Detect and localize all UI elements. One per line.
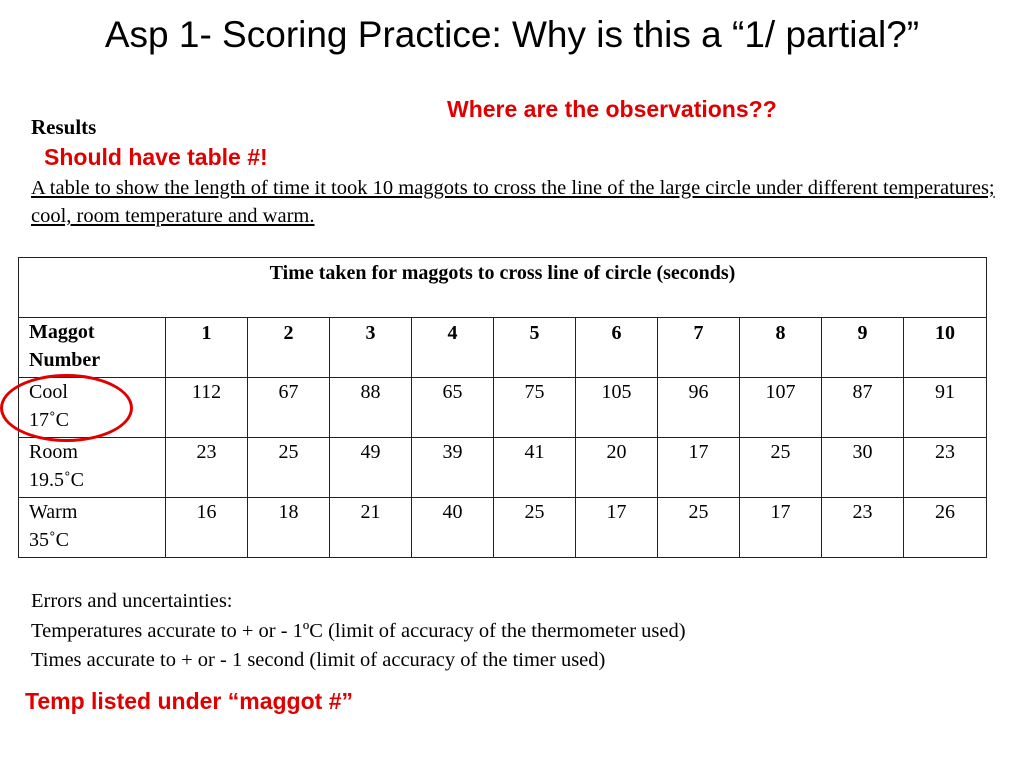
row-label-cell [19, 438, 166, 498]
row-header-label-line-2: Number [29, 349, 101, 371]
table-cell: 49 [330, 438, 412, 498]
table-row-room [19, 438, 987, 498]
table-cell: 112 [166, 378, 248, 438]
table-cell: 96 [658, 378, 740, 438]
table-cell: 67 [248, 378, 330, 438]
results-table [18, 257, 987, 558]
table-cell: 18 [248, 498, 330, 558]
table-cell: 20 [576, 438, 658, 498]
column-header: 6 [576, 318, 658, 378]
column-header: 8 [740, 318, 822, 378]
errors-section [31, 587, 686, 676]
row-label-line-2: 35˚C [29, 529, 69, 551]
table-number-annotation: Should have table #! [44, 144, 268, 170]
table-cell: 23 [822, 498, 904, 558]
table-cell: 17 [740, 498, 822, 558]
table-cell: 75 [494, 378, 576, 438]
results-heading: Results [31, 115, 97, 139]
column-header: 5 [494, 318, 576, 378]
column-header: 2 [248, 318, 330, 378]
table-title: Time taken for maggots to cross line of circle (seconds) [19, 258, 987, 318]
row-label-line-2: 17˚C [29, 409, 69, 431]
table-cell: 25 [740, 438, 822, 498]
table-cell: 87 [822, 378, 904, 438]
row-label-line-1: Cool [29, 381, 68, 403]
row-header-label-line-1: Maggot [29, 321, 95, 343]
column-header: 7 [658, 318, 740, 378]
table-cell: 88 [330, 378, 412, 438]
column-header: 1 [166, 318, 248, 378]
table-row-cool [19, 378, 987, 438]
row-label-line-2: 19.5˚C [29, 469, 84, 491]
table-caption: A table to show the length of time it took 10 maggots to cross the line of the large circle under different temperatures; cool, room temperature and warm. [31, 177, 995, 227]
row-label-line-1: Room [29, 441, 78, 463]
table-cell: 105 [576, 378, 658, 438]
table-row-warm [19, 498, 987, 558]
observations-annotation: Where are the observations?? [447, 96, 777, 122]
row-label-cell [19, 498, 166, 558]
table-cell: 23 [166, 438, 248, 498]
table-cell: 23 [904, 438, 987, 498]
errors-heading: Errors and uncertainties: [31, 590, 233, 612]
row-label-line-1: Warm [29, 501, 78, 523]
table-cell: 91 [904, 378, 987, 438]
errors-line: Times accurate to + or - 1 second (limit of accuracy of the timer used) [31, 649, 606, 671]
row-header-label-cell [19, 318, 166, 378]
table-cell: 17 [576, 498, 658, 558]
table-cell: 26 [904, 498, 987, 558]
column-header: 9 [822, 318, 904, 378]
table-cell: 65 [412, 378, 494, 438]
column-header: 10 [904, 318, 987, 378]
table-cell: 25 [658, 498, 740, 558]
column-header: 4 [412, 318, 494, 378]
column-header: 3 [330, 318, 412, 378]
table-cell: 25 [248, 438, 330, 498]
table-cell: 39 [412, 438, 494, 498]
table-cell: 30 [822, 438, 904, 498]
slide-title: Asp 1- Scoring Practice: Why is this a “1/ partial?” [104, 14, 920, 55]
table-header-row [19, 318, 987, 378]
table-cell: 25 [494, 498, 576, 558]
table-cell: 41 [494, 438, 576, 498]
table-cell: 17 [658, 438, 740, 498]
table-cell: 40 [412, 498, 494, 558]
errors-line: Temperatures accurate to + or - 1ºC (limit of accuracy of the thermometer used) [31, 619, 686, 642]
temp-listed-annotation: Temp listed under “maggot #” [25, 688, 353, 714]
row-label-cell [19, 378, 166, 438]
table-cell: 16 [166, 498, 248, 558]
table-cell: 107 [740, 378, 822, 438]
table-cell: 21 [330, 498, 412, 558]
